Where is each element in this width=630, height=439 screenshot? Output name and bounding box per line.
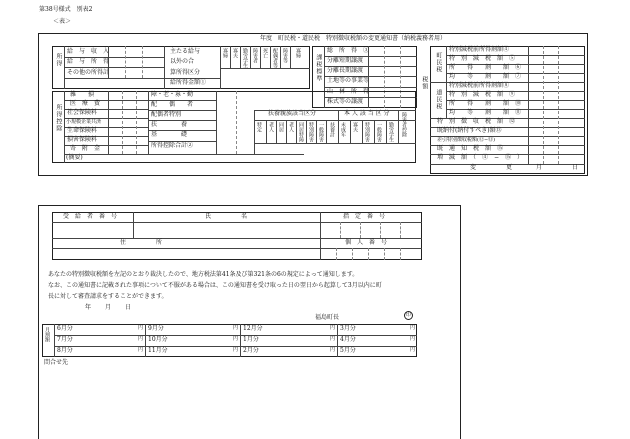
unit-yen-11: 円 — [410, 336, 416, 342]
small-col-3: 勤労学生 — [242, 48, 248, 68]
extra-col: 障害者控除 — [401, 112, 407, 137]
self-col-4: 一般障害 — [376, 122, 382, 142]
income-mid-3: 算所得区分 — [170, 69, 201, 76]
self-header: 本 人 該 当 区 分 — [344, 110, 390, 117]
month-7: 7月分 — [57, 336, 73, 343]
tail-row-1: 特 別 徴 収 税 額 ⑫ — [437, 118, 516, 125]
tax-std-row-6: 株式等の譲渡 — [327, 98, 364, 105]
unit-yen-1: 円 — [138, 325, 144, 331]
address-header: 住 所 — [120, 239, 163, 246]
deduction-mid-6: 所得控除合計② — [151, 142, 194, 149]
month-3: 3月分 — [340, 325, 356, 332]
recipient-name-header: 氏 名 — [205, 213, 248, 220]
income-row-3: その他の所得計 — [67, 69, 110, 76]
unit-yen-4: 円 — [233, 325, 239, 331]
designation-number-header: 指 定 番 号 — [343, 213, 386, 220]
deduction-mid-2: 配 偶 者 — [151, 101, 194, 108]
deduction-row-6: 損害保険料 — [67, 136, 98, 143]
tax-side-label: 税額 — [420, 76, 428, 90]
unit-yen-6: 円 — [233, 347, 239, 353]
pref-tax-label: 道民税 — [434, 89, 442, 110]
change-label: 変 更 — [470, 164, 513, 171]
form-number: 第38号様式 別表2 — [39, 6, 93, 13]
income-mid-1: 主たる給与 — [170, 48, 201, 55]
pref-row-2: 特 別 減 税 額 ⑨ — [449, 91, 516, 98]
tax-standard-label: 課税標準 — [314, 54, 322, 82]
income-mid-4: 給所得金額① — [170, 79, 207, 86]
month-8: 8月分 — [57, 347, 73, 354]
town-tax-label: 町民税 — [434, 52, 442, 73]
deduction-row-7: 寄 附 金 — [70, 145, 101, 152]
deduction-mid-4: 扶 養 — [151, 121, 188, 128]
small-col-2: 寡夫 — [232, 48, 238, 58]
unit-yen-9: 円 — [330, 347, 336, 353]
deduction-mid-3: 配偶者特別 — [151, 111, 182, 118]
unit-yen-3: 円 — [138, 347, 144, 353]
small-col-1: 寡婦 — [222, 48, 228, 58]
unit-yen-5: 円 — [233, 336, 239, 342]
self-col-2: 寡夫 — [352, 122, 358, 132]
notice-year: 年 — [85, 304, 92, 311]
month-9: 9月分 — [148, 325, 164, 332]
dep-col-1: 特定 — [256, 122, 262, 132]
notice-line-2: なお、この通知書に記載された事項について不服がある場合は、この通知書を受け取った日の翌日から起算して3月以内に町 — [48, 282, 382, 289]
town-row-3: 所 得 割 額 ⑥ — [449, 64, 522, 71]
tail-row-3: 差引特別徴収税額(⑫−⑬) — [437, 137, 496, 143]
deduction-row-5: 生命保険料 — [67, 127, 98, 134]
income-section-label: 所得 — [54, 53, 62, 67]
notice-line-1: あなたの特別徴収税額を左記のとおり裁決したので、地方税法第41条及び第321条の6の規定によって通知します。 — [48, 271, 359, 278]
tax-std-row-1: 総 所 得 ③ — [327, 47, 370, 54]
recipient-number-header: 受 給 者 番 号 — [63, 213, 118, 220]
self-col-1: 未成年 — [340, 122, 346, 137]
contact-label: 問合せ先 — [44, 359, 69, 366]
issuer-name: 福島町長 — [315, 314, 340, 321]
unit-yen-7: 円 — [330, 325, 336, 331]
dep-col-7: 一般障害 — [318, 122, 324, 142]
personal-number-header: 個 人 番 号 — [345, 239, 388, 246]
small-col-8: 寡婦 — [295, 48, 301, 58]
monthly-side-label: 月割額 — [44, 327, 50, 342]
dependents-header: 扶養親族該当区分 — [268, 110, 317, 117]
small-col-7: 障害等 — [282, 48, 288, 63]
pref-row-1: 特別減税前所得割額⑧ — [449, 82, 510, 89]
small-col-4: 障害者 — [252, 48, 258, 63]
self-col-5: 勤労学生 — [388, 122, 394, 142]
dep-col-5: 同居特障 — [298, 122, 304, 142]
month-1: 1月分 — [243, 336, 259, 343]
tail-row-2: 既納付(納付すべき)額⑬ — [437, 127, 502, 134]
tax-std-row-2: 分離短期譲渡 — [327, 57, 364, 64]
official-seal-icon — [404, 311, 413, 320]
town-row-4: 均 等 割 額 ⑦ — [449, 73, 522, 80]
month-5: 5月分 — [340, 347, 356, 354]
unit-yen-10: 円 — [410, 325, 416, 331]
pref-row-4: 均 等 割 額 ⑪ — [449, 109, 522, 116]
month-10: 10月分 — [148, 336, 168, 343]
tail-row-4: 既 通 知 税 額 ⑮ — [437, 145, 504, 152]
deductions-section-label: 所得控除 — [54, 104, 62, 132]
page-title: 年度 町民税・道民税 特別徴収税額の変更通知書（納税義務者用） — [260, 35, 447, 42]
dep-col-8: 扶養計 — [329, 122, 335, 137]
town-row-2: 特 別 減 税 額 ⑤ — [449, 55, 516, 62]
notice-day: 日 — [125, 304, 132, 311]
monthly-table — [42, 324, 417, 357]
change-day: 日 — [572, 164, 579, 171]
deduction-row-4: 小規模企業共済 — [66, 119, 102, 125]
notice-line-3: 長に対して審査請求をすることができます。 — [48, 293, 168, 300]
tax-std-row-3: 分離長期譲渡 — [327, 67, 364, 74]
month-12: 12月分 — [243, 325, 263, 332]
town-row-1: 特別減税前所得割額④ — [449, 46, 510, 53]
deduction-memo: (摘要) — [66, 154, 83, 161]
dep-col-6: 特別障害 — [308, 122, 314, 142]
seal-text: 印 — [405, 312, 411, 318]
front-label: ＜表＞ — [53, 18, 72, 25]
tail-row-5: 増 減 額 （ ④ − ⑮ ） — [437, 154, 524, 161]
deduction-row-1: 雑 損 — [70, 91, 95, 98]
pref-row-3: 所 得 割 額 ⑩ — [449, 100, 522, 107]
deduction-row-2: 医 療 費 — [70, 100, 101, 107]
small-col-6: 配偶者等 — [272, 48, 278, 68]
month-6: 6月分 — [57, 325, 73, 332]
unit-yen-8: 円 — [330, 336, 336, 342]
dep-col-2: 老人 — [268, 122, 274, 132]
dep-col-3: 同居 — [278, 122, 284, 132]
deduction-mid-1: 障・老・寡・勤 — [151, 91, 194, 98]
tax-std-row-4: 土地等の事業等 — [327, 77, 370, 84]
small-col-5: 死亡 — [262, 48, 268, 58]
tax-std-row-5: 山 林 所 得 — [327, 88, 370, 95]
month-11: 11月分 — [148, 347, 168, 354]
notice-month: 月 — [105, 304, 112, 311]
unit-yen-2: 円 — [138, 336, 144, 342]
self-col-3: 特別障害 — [364, 122, 370, 142]
deduction-mid-5: 基 礎 — [151, 131, 188, 138]
month-4: 4月分 — [340, 336, 356, 343]
income-row-1: 給 与 収 入 — [67, 48, 110, 55]
month-2: 2月分 — [243, 347, 259, 354]
dep-col-4: 老人 — [288, 122, 294, 132]
income-mid-2: 以外の合 — [170, 58, 195, 65]
change-month: 月 — [536, 164, 543, 171]
unit-yen-12: 円 — [410, 347, 416, 353]
income-row-2: 給 与 所 得 — [67, 58, 110, 65]
deduction-row-3: 社会保険料 — [67, 109, 98, 116]
